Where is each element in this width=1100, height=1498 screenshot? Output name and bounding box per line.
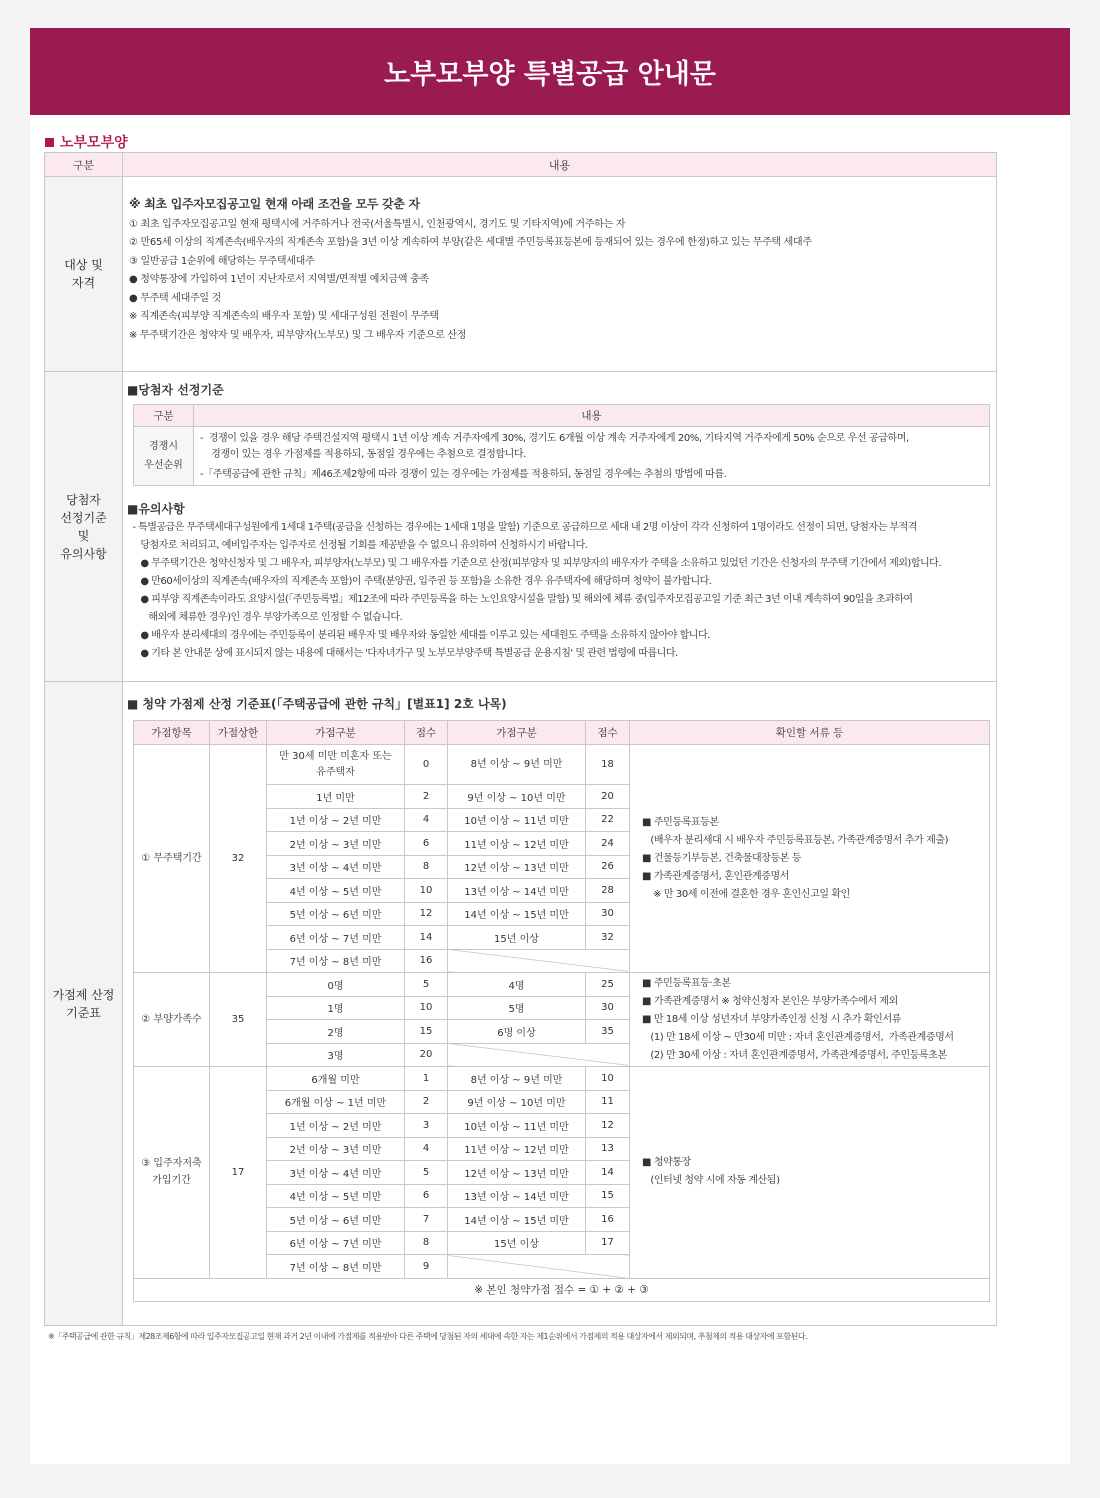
score-points: 2	[405, 785, 448, 809]
main-header-content: 내용	[123, 153, 997, 177]
gajeom-content	[123, 682, 997, 1326]
score-category: 1년 미만	[267, 785, 405, 809]
score-points: 6	[405, 1184, 448, 1208]
qualification-label: 대상 및 자격	[45, 177, 123, 372]
score-header: 점수	[586, 721, 630, 745]
score-points: 2	[405, 1090, 448, 1114]
score-category: 2년 이상 ~ 3년 미만	[267, 1137, 405, 1161]
qualification-content	[123, 177, 997, 372]
score-header: 확인할 서류 등	[630, 721, 990, 745]
score-category: 15년 이상	[448, 1231, 586, 1255]
score-category: 만 30세 미만 미혼자 또는 유주택자	[267, 745, 405, 785]
gajeom-heading: ■ 청약 가점제 산정 기준표(「주택공급에 관한 규칙」[별표1] 2호 나목)	[127, 697, 507, 711]
score-category: 6개월 이상 ~ 1년 미만	[267, 1090, 405, 1114]
note-line: ● 피부양 직계존속이라도 요양시설(「주민등록법」제12조에 따라 주민등록을 하는 노인요양시설을 말함) 및 해외에 체류 중(입주자모집공고일 기준 최근 3년 이내 계속하여 90일을 초과하여	[127, 594, 913, 605]
score-points: 15	[405, 1020, 448, 1044]
score-points: 5	[405, 1161, 448, 1185]
score-documents: ■ 주민등록표등본 (배우자 분리세대 시 배우자 주민등록표등본, 가족관계증명서 추가 제출) ■ 건물등기부등본, 건축물대장등본 등 ■ 가족관계증명서, 혼인관계증명서 ※ 만 30세 이전에 결혼한 경우 혼인신고일 확인	[630, 745, 990, 973]
qualification-line: ※ 직계존속(피부양 직계존속의 배우자 포함) 및 세대구성원 전원이 무주택	[129, 311, 439, 322]
note-line: ● 무주택기간은 청약신청자 및 그 배우자, 피부양자(노부모) 및 그 배우자를 기준으로 산정(피부양자 및 피부양자의 배우자가 주택을 소유하고 있었던 기간은 신청자의 무주택 기간에서 제외)합니다.	[127, 558, 941, 569]
score-category: 8년 이상 ~ 9년 미만	[448, 1067, 586, 1091]
priority-header-category: 구분	[134, 405, 194, 427]
score-header: 가점구분	[267, 721, 405, 745]
section-title	[45, 132, 128, 152]
notes-list	[127, 519, 990, 663]
score-points: 17	[586, 1231, 630, 1255]
score-category: 5년 이상 ~ 6년 미만	[267, 1208, 405, 1232]
qualification-line: ※ 무주택기간은 청약자 및 배우자, 피부양자(노부모) 및 그 배우자 기준으로 산정	[129, 329, 467, 341]
priority-line: - 경쟁이 있을 경우 해당 주택건설지역 평택시 1년 이상 계속 거주자에게 30%, 경기도 6개월 이상 계속 거주자에게 20%, 기타지역 거주자에게 50% 순으로 우선 공급하며, 경쟁이 있는 경우 가점제를 적용하되, 동점일 경우에는 추첨으로 결정합니다.	[200, 433, 909, 460]
score-category: 13년 이상 ~ 14년 미만	[448, 879, 586, 903]
score-points: 4	[405, 1137, 448, 1161]
main-header-category: 구분	[45, 153, 123, 177]
score-category: 7년 이상 ~ 8년 미만	[267, 1255, 405, 1279]
score-points: 7	[405, 1208, 448, 1232]
score-points: 12	[586, 1114, 630, 1138]
score-item-max: 32	[210, 745, 267, 973]
note-line: ● 배우자 분리세대의 경우에는 주민등록이 분리된 배우자 및 배우자와 동일한 세대를 이루고 있는 세대원도 주택을 소유하지 않아야 합니다.	[127, 630, 710, 641]
score-category: 12년 이상 ~ 13년 미만	[448, 1161, 586, 1185]
score-points: 26	[586, 855, 630, 879]
score-item-name: ② 부양가족수	[134, 973, 210, 1067]
qualification-line: ● 청약통장에 가입하여 1년이 지난자로서 지역별/면적별 예치금액 충족	[129, 274, 429, 285]
score-category: 8년 이상 ~ 9년 미만	[448, 745, 586, 785]
note-line: ● 만60세이상의 직계존속(배우자의 직계존속 포함)이 주택(분양권, 입주권 등 포함)을 소유한 경우 유주택자에 해당하며 청약이 불가합니다.	[127, 576, 712, 587]
score-points: 9	[405, 1255, 448, 1279]
selection-heading: ■당첨자 선정기준	[127, 383, 224, 397]
priority-line: -「주택공급에 관한 규칙」제46조제2항에 따라 경쟁이 있는 경우에는 가점제를 적용하되, 동점일 경우에는 추첨의 방법에 따름.	[200, 469, 727, 480]
score-category: 15년 이상	[448, 926, 586, 950]
score-points: 24	[586, 832, 630, 856]
score-category: 10년 이상 ~ 11년 미만	[448, 808, 586, 832]
empty-cell-slash	[448, 1043, 630, 1067]
qualification-line: ① 최초 입주자모집공고일 현재 평택시에 거주하거나 전국(서울특별시, 인천광역시, 경기도 및 기타지역)에 거주하는 자	[129, 218, 626, 230]
table-row	[134, 1067, 990, 1091]
score-points: 14	[586, 1161, 630, 1185]
score-item-name: ① 무주택기간	[134, 745, 210, 973]
score-category: 4년 이상 ~ 5년 미만	[267, 879, 405, 903]
qualification-heading: ※ 최초 입주자모집공고일 현재 아래 조건을 모두 갖춘 자	[129, 197, 420, 211]
score-points: 15	[586, 1184, 630, 1208]
qualification-line: ● 무주택 세대주일 것	[129, 292, 221, 304]
score-category: 5명	[448, 996, 586, 1020]
square-bullet-icon	[45, 138, 54, 147]
qualification-line: ③ 일반공급 1순위에 해당하는 무주택세대주	[129, 255, 315, 267]
priority-header-content: 내용	[194, 405, 990, 427]
table-row	[134, 745, 990, 785]
score-category: 13년 이상 ~ 14년 미만	[448, 1184, 586, 1208]
score-category: 1년 이상 ~ 2년 미만	[267, 808, 405, 832]
footer-note: ※「주택공급에 관한 규칙」제28조제6항에 따라 입주자모집공고일 현재 과거 2년 이내에 가점제를 적용받아 다른 주택에 당첨된 자의 세대에 속한 자는 제1순위에서 가점제의 적용 대상자에서 제외되며, 추첨제의 적용 대상자에 포함된다.	[48, 1332, 808, 1341]
score-points: 13	[586, 1137, 630, 1161]
score-points: 25	[586, 973, 630, 997]
page-title: 노부모부양 특별공급 안내문	[30, 28, 1070, 115]
selection-content	[123, 372, 997, 682]
priority-table	[133, 404, 990, 486]
score-category: 11년 이상 ~ 12년 미만	[448, 1137, 586, 1161]
qualification-line: ② 만65세 이상의 직계존속(배우자의 직계존속 포함)을 3년 이상 계속하여 부양(같은 세대별 주민등록표등본에 등재되어 있는 경우에 한정)하고 있는 무주택 세대주	[129, 237, 812, 248]
score-points: 20	[586, 785, 630, 809]
score-category: 14년 이상 ~ 15년 미만	[448, 1208, 586, 1232]
note-line: ● 기타 본 안내문 상에 표시되지 않는 내용에 대해서는 '다자녀가구 및 노부모부양주택 특별공급 운용지침' 및 관련 법령에 따릅니다.	[127, 648, 678, 659]
empty-cell-slash	[448, 1255, 630, 1279]
note-line: 해외에 체류한 경우)인 경우 부양가족으로 인정할 수 없습니다.	[127, 612, 403, 623]
score-category: 6년 이상 ~ 7년 미만	[267, 926, 405, 950]
score-category: 6개월 미만	[267, 1067, 405, 1091]
score-points: 0	[405, 745, 448, 785]
score-points: 28	[586, 879, 630, 903]
score-header: 가점항목	[134, 721, 210, 745]
main-table	[44, 152, 997, 1326]
score-header: 가점상한	[210, 721, 267, 745]
score-documents: ■ 청약통장 (인터넷 청약 시에 자동 계산됨)	[630, 1067, 990, 1279]
score-header: 가점구분	[448, 721, 586, 745]
score-points: 16	[586, 1208, 630, 1232]
score-points: 30	[586, 902, 630, 926]
score-category: 9년 이상 ~ 10년 미만	[448, 1090, 586, 1114]
total-row	[134, 1278, 990, 1302]
score-documents: ■ 주민등록표등·초본 ■ 가족관계증명서 ※ 청약신청자 본인은 부양가족수에서 제외 ■ 만 18세 이상 성년자녀 부양가족인정 신청 시 추가 확인서류 (1) 만 18세 이상 ~ 만30세 미만 : 자녀 혼인관계증명서, 가족관계증명서 (2) 만 30세 이상 : 자녀 혼인관계증명서, 가족관계증명서, 주민등록초본	[630, 973, 990, 1067]
section-title-text: 노부모부양	[60, 135, 128, 151]
score-points: 10	[405, 879, 448, 903]
score-category: 3년 이상 ~ 4년 미만	[267, 1161, 405, 1185]
score-category: 3년 이상 ~ 4년 미만	[267, 855, 405, 879]
score-item-max: 35	[210, 973, 267, 1067]
score-table	[133, 720, 990, 1302]
score-points: 10	[405, 996, 448, 1020]
note-line: - 특별공급은 무주택세대구성원에게 1세대 1주택(공급을 신청하는 경우에는 1세대 1명을 말함) 기준으로 공급하므로 세대 내 2명 이상이 각각 신청하여 1명이라도 선정이 되면, 당첨자는 부적격	[127, 522, 917, 533]
priority-label: 경쟁시 우선순위	[134, 427, 194, 486]
score-points: 4	[405, 808, 448, 832]
score-points: 14	[405, 926, 448, 950]
score-category: 2년 이상 ~ 3년 미만	[267, 832, 405, 856]
note-line: 당첨자로 처리되고, 예비입주자는 입주자로 선정될 기회를 제공받을 수 없으니 유의하여 신청하시기 바랍니다.	[127, 540, 588, 551]
score-category: 14년 이상 ~ 15년 미만	[448, 902, 586, 926]
score-points: 30	[586, 996, 630, 1020]
score-total: ※ 본인 청약가점 점수 = ① + ② + ③	[134, 1278, 990, 1302]
score-category: 6년 이상 ~ 7년 미만	[267, 1231, 405, 1255]
score-category: 4명	[448, 973, 586, 997]
gajeom-label: 가점제 산정 기준표	[45, 682, 123, 1326]
score-points: 20	[405, 1043, 448, 1067]
score-points: 8	[405, 1231, 448, 1255]
score-category: 10년 이상 ~ 11년 미만	[448, 1114, 586, 1138]
score-points: 6	[405, 832, 448, 856]
score-category: 7년 이상 ~ 8년 미만	[267, 949, 405, 973]
score-category: 1명	[267, 996, 405, 1020]
score-category: 0명	[267, 973, 405, 997]
score-category: 9년 이상 ~ 10년 미만	[448, 785, 586, 809]
table-row	[134, 973, 990, 997]
score-category: 4년 이상 ~ 5년 미만	[267, 1184, 405, 1208]
score-category: 3명	[267, 1043, 405, 1067]
score-points: 5	[405, 973, 448, 997]
score-category: 11년 이상 ~ 12년 미만	[448, 832, 586, 856]
score-points: 32	[586, 926, 630, 950]
score-points: 35	[586, 1020, 630, 1044]
score-points: 10	[586, 1067, 630, 1091]
score-points: 11	[586, 1090, 630, 1114]
score-points: 12	[405, 902, 448, 926]
notes-heading: ■유의사항	[127, 502, 185, 516]
score-points: 3	[405, 1114, 448, 1138]
score-item-max: 17	[210, 1067, 267, 1279]
score-category: 6명 이상	[448, 1020, 586, 1044]
empty-cell-slash	[448, 949, 630, 973]
score-points: 8	[405, 855, 448, 879]
score-points: 16	[405, 949, 448, 973]
score-points: 22	[586, 808, 630, 832]
priority-content	[194, 427, 990, 486]
score-header: 점수	[405, 721, 448, 745]
score-category: 1년 이상 ~ 2년 미만	[267, 1114, 405, 1138]
score-item-name: ③ 입주자저축 가입기간	[134, 1067, 210, 1279]
score-category: 12년 이상 ~ 13년 미만	[448, 855, 586, 879]
score-points: 18	[586, 745, 630, 785]
score-category: 5년 이상 ~ 6년 미만	[267, 902, 405, 926]
score-category: 2명	[267, 1020, 405, 1044]
score-points: 1	[405, 1067, 448, 1091]
selection-label: 당첨자 선정기준 및 유의사항	[45, 372, 123, 682]
